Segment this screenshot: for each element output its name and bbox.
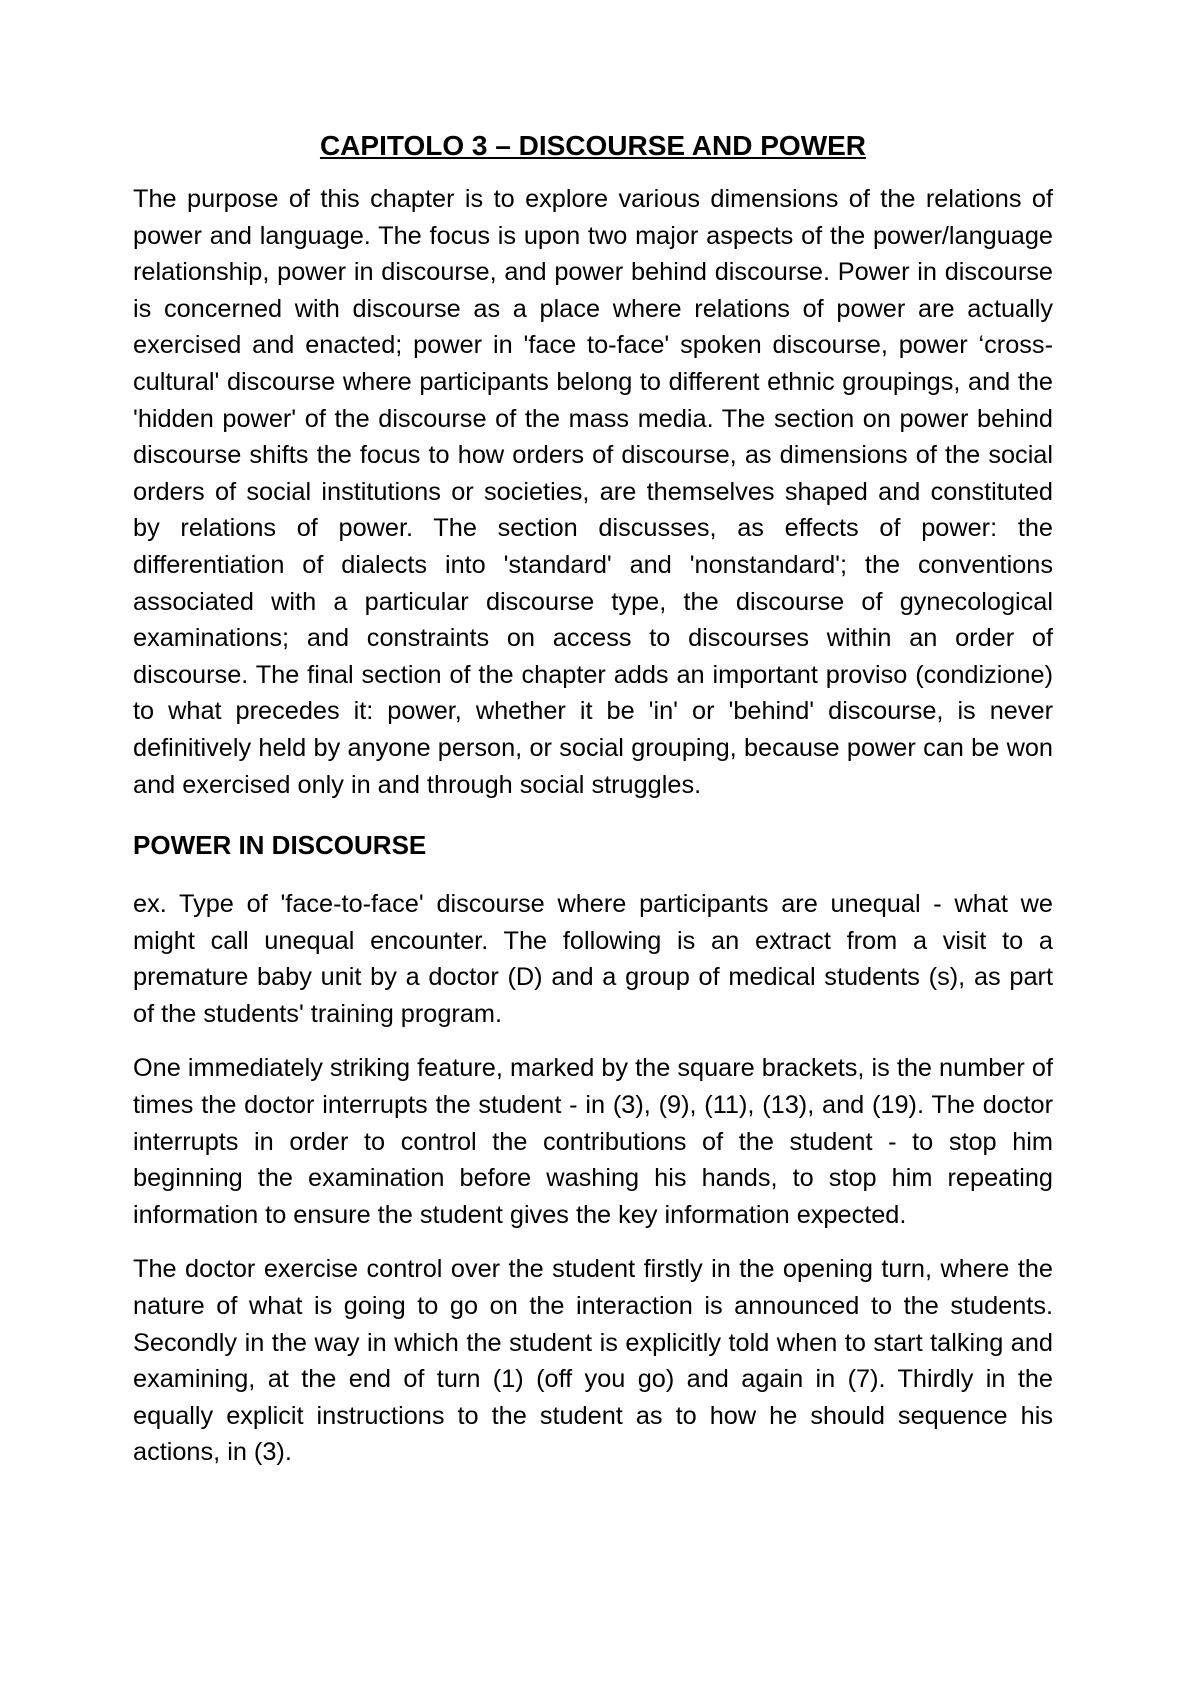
section-heading: POWER IN DISCOURSE	[133, 830, 427, 861]
chapter-title: CAPITOLO 3 – DISCOURSE AND POWER	[319, 130, 867, 161]
paragraph-control: The doctor exercise control over the student firstly in the opening turn, where the nature of what is going to go on the interaction is announced to the students. Secondly in the way in which the student is explicitly told when to start talking and examining, at the end of turn (1) (off you go) and again in (7). Thirdly in the equally explicit instructions to the student as to how he should sequence his actions, in (3).	[133, 1255, 1053, 1467]
paragraph-interruptions: One immediately striking feature, marked by the square brackets, is the number of times the doctor interrupts the student - in (3), (9), (11), (13), and (19). The doctor interrupts in order to control the contributions of the student - to stop him beginning the examination before washing his hands, to stop him repeating information to ensure the student gives the key information expected.	[133, 1054, 1053, 1229]
intro-paragraph: The purpose of this chapter is to explore various dimensions of the relations of power and language. The focus is upon two major aspects of the power/language relationship, power in discourse, and power behind discourse. Power in discourse is concerned with discourse as a place where relations of power are actually exercised and enacted; power in 'face to-face' spoken discourse, power ‘cross-cultural' discourse where participants belong to different ethnic groupings, and the 'hidden power' of the discourse of the mass media. The section on power behind discourse shifts the focus to how orders of discourse, as dimensions of the social orders of social institutions or societies, are themselves shaped and constituted by relations of power. The section discusses, as effects of power: the differentiation of dialects into 'standard' and 'nonstandard'; the conventions associated with a particular discourse type, the discourse of gynecological examinations; and constraints on access to discourses within an order of discourse. The final section of the chapter adds an important proviso (condizione) to what precedes it: power, whether it be 'in' or 'behind' discourse, is never definitively held by anyone person, or social grouping, because power can be won and exercised only in and through social struggles.	[133, 185, 1053, 799]
page-content	[133, 128, 1053, 1471]
paragraph-example: ex. Type of 'face-to-face' discourse where participants are unequal - what we might call unequal encounter. The following is an extract from a visit to a premature baby unit by a doctor (D) and a group of medical students (s), as part of the students' training program.	[133, 890, 1053, 1028]
